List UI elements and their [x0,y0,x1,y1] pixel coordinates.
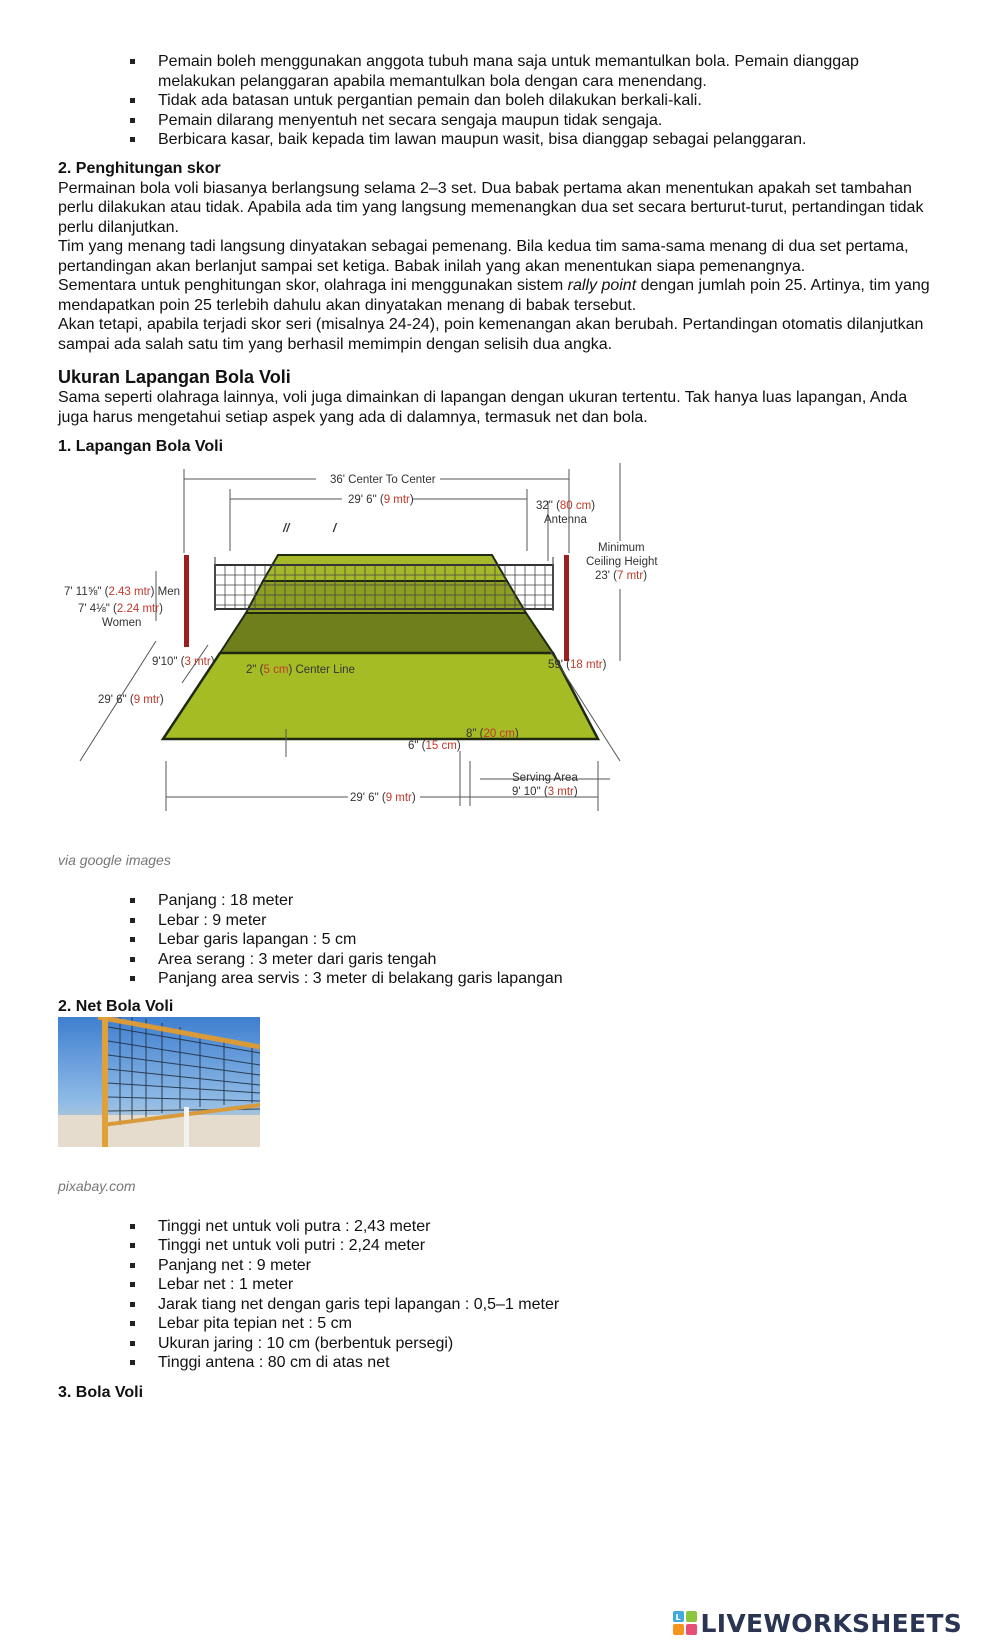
liveworksheets-wordmark: LIVEWORKSHEETS [700,1608,962,1638]
label-center-line: 2" (5 cm) Center Line [246,664,355,676]
list-item: Tinggi net untuk voli putri : 2,24 meter [130,1236,938,1256]
net-post-left [184,555,189,647]
list-item: Tidak ada batasan untuk pergantian pemain dan boleh dilakukan berkali-kali. [130,91,938,111]
label-eight-inch: 8" (20 cm) [466,728,519,740]
scoring-paragraph-4: Akan tetapi, apabila terjadi skor seri (misalnya 24-24), poin kemenangan akan berubah. Pertandingan otomatis dilanjutkan sampai ada salah satu tim yang berhasil memimpin dengan selisih dua angka. [58,316,924,353]
label-serving-size: 9' 10" (3 mtr) [512,786,578,798]
scoring-heading: 2. Penghitungan skor [58,159,221,177]
court-diagram [60,461,700,821]
label-net-women: 7' 4⅛" (2.24 mtr) [78,603,163,615]
liveworksheets-brand[interactable] [673,1610,962,1636]
svg-text:/: / [333,523,337,535]
label-center-to-center: 36' Center To Center [330,474,436,486]
list-item: Lebar net : 1 meter [130,1275,938,1295]
scoring-paragraph-2: Tim yang menang tadi langsung dinyatakan sebagai pemenang. Bila kedua tim sama-sama menang di dua set pertama, pertandingan akan berlanjut sampai set ketiga. Babak inilah yang akan menentukan siapa pemenangnya. [58,238,909,275]
court-image-caption: via google images [58,852,171,868]
label-width-top: 29' 6" (9 mtr) [348,494,414,506]
net-image-caption: pixabay.com [58,1177,136,1194]
list-item: Ukuran jaring : 10 cm (berbentuk persegi) [130,1334,938,1354]
ball-section-heading: 3. Bola Voli [58,1383,144,1401]
svg-text://: // [283,523,290,535]
court-near-zone [163,653,598,739]
list-item: Lebar garis lapangan : 5 cm [130,930,938,950]
net-post-right [564,555,569,661]
scoring-paragraph-3 [58,276,938,315]
scoring-paragraph-1: Permainan bola voli biasanya berlangsung selama 2–3 set. Dua babak pertama akan menentukan apakah set tambahan perlu dilakukan atau tidak. Apabila ada tim yang langsung memenangkan dua set secara berturut-turut, pertandingan tidak perlu dilanjutkan. [58,179,924,236]
rally-text-after: dengan jumlah poin 25. Artinya, tim yang mendapatkan poin 25 terlebih dahulu akan dinyatakan menang di babak tersebut. [58,277,930,314]
court-specs-list [58,891,938,989]
list-item: Lebar pita tepian net : 5 cm [130,1314,938,1334]
label-ceiling-1: Minimum [598,542,645,554]
list-item: Jarak tiang net dengan garis tepi lapangan : 0,5–1 meter [130,1295,938,1315]
label-ceiling-3: 23' (7 mtr) [595,570,648,582]
list-item: Panjang area servis : 3 meter di belakang garis lapangan [130,969,938,989]
list-item: Tinggi antena : 80 cm di atas net [130,1353,938,1373]
court-intro: Sama seperti olahraga lainnya, voli juga dimainkan di lapangan dengan ukuran tertentu. Tak hanya luas lapangan, Anda juga harus mengetahui setiap aspek yang ada di dalamnya, termasuk net dan bola. [58,389,908,426]
list-item: Panjang net : 9 meter [130,1256,938,1276]
net-section-heading: 2. Net Bola Voli [58,997,174,1015]
court-sub-heading: 1. Lapangan Bola Voli [58,438,224,455]
list-item: Tinggi net untuk voli putra : 2,43 meter [130,1217,938,1237]
label-antenna: Antenna [544,514,587,526]
net-specs-list [58,1217,938,1373]
rally-text-before: Sementara untuk penghitungan skor, olahraga ini menggunakan sistem [58,277,568,294]
rules-list [58,52,938,150]
list-item: Berbicara kasar, baik kepada tim lawan maupun wasit, bisa dianggap sebagai pelanggaran. [130,130,938,150]
list-item: Lebar : 9 meter [130,911,938,931]
list-item: Pemain dilarang menyentuh net secara sengaja maupun tidak sengaja. [130,111,938,131]
net-photo [58,1017,260,1147]
rally-point-term: rally point [567,277,637,294]
label-six-inch: 6" (15 cm) [408,740,461,752]
label-net-men: 7' 11⅝" (2.43 mtr) Men [64,586,181,598]
label-serving-area: Serving Area [512,772,578,784]
label-attack-line: 9'10" (3 mtr) [152,656,215,668]
svg-text:L: L [675,1613,681,1622]
list-item: Panjang : 18 meter [130,891,938,911]
label-side-width: 29' 6" (9 mtr) [98,694,164,706]
court-attack-zone [220,613,553,653]
court-section-heading: Ukuran Lapangan Bola Voli [58,367,291,387]
label-ceiling-2: Ceiling Height [586,556,658,568]
label-women: Women [102,617,142,629]
liveworksheets-logo-icon [673,1611,697,1635]
list-item: Pemain boleh menggunakan anggota tubuh mana saja untuk memantulkan bola. Pemain dianggap melakukan pelanggaran apabila memantulkan bola dengan cara menendang. [130,52,938,91]
list-item: Area serang : 3 meter dari garis tengah [130,950,938,970]
document-page [58,52,938,1403]
label-width-bottom: 29' 6" (9 mtr) [350,792,416,804]
label-court-length: 59' (18 mtr) [548,659,607,671]
label-antenna-size: 32" (80 cm) [536,500,596,512]
